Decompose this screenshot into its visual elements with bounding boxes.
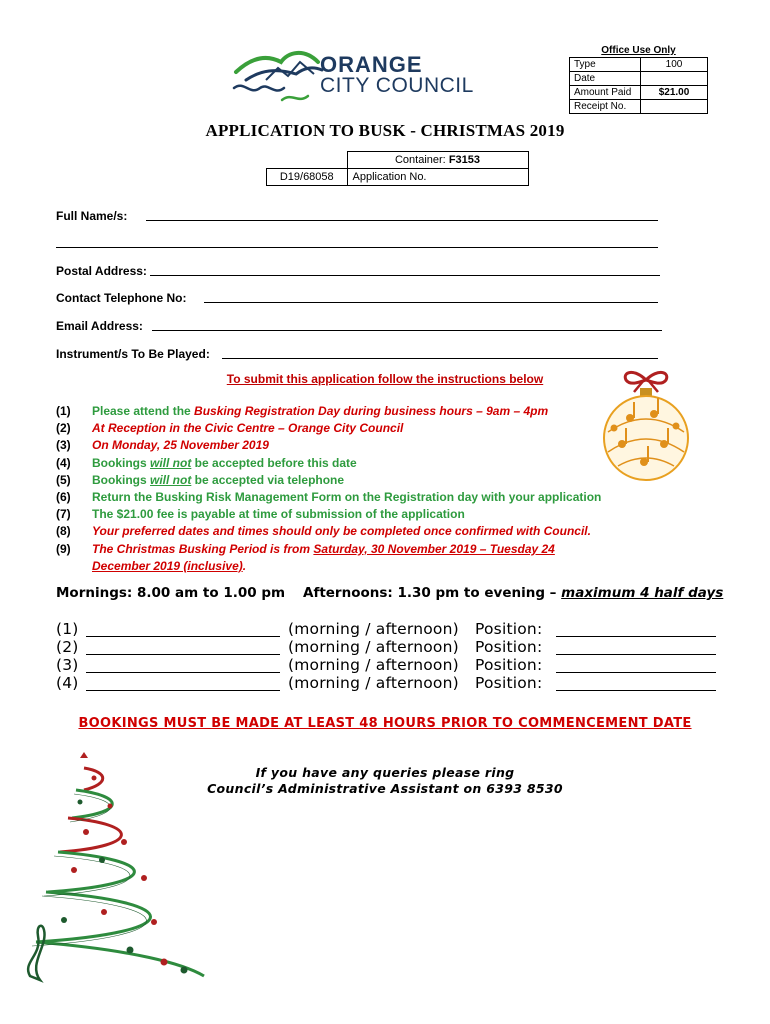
preference-date-2-input[interactable] bbox=[86, 654, 280, 655]
preference-date-3-input[interactable] bbox=[86, 672, 280, 673]
afternoons-text: Afternoons: 1.30 pm to evening – maximum 4 half days bbox=[303, 585, 724, 601]
office-receipt-value bbox=[641, 100, 708, 114]
postal-address-label: Postal Address: bbox=[56, 264, 147, 278]
step-3: (3) On Monday, 25 November 2019 bbox=[56, 438, 269, 453]
position-3-input[interactable] bbox=[556, 672, 716, 673]
preference-date-4-input[interactable] bbox=[86, 690, 280, 691]
email-input[interactable] bbox=[152, 330, 662, 331]
step-1: (1) Please attend the Busking Registration Day during business hours – 9am – 4pm bbox=[56, 404, 549, 418]
container-table bbox=[266, 151, 529, 186]
office-receipt-label: Receipt No. bbox=[570, 100, 641, 114]
instrument-label: Instrument/s To Be Played: bbox=[56, 347, 210, 361]
orange-city-council-logo-icon bbox=[226, 40, 326, 108]
step-4: (4) Bookings will not be accepted before this date bbox=[56, 455, 357, 470]
office-date-label: Date bbox=[570, 72, 641, 86]
position-1-input[interactable] bbox=[556, 636, 716, 637]
office-type-value: 100 bbox=[641, 58, 708, 72]
preference-row-2: (2) bbox=[56, 638, 79, 656]
position-label-1: Position: bbox=[475, 620, 543, 638]
postal-address-input[interactable] bbox=[150, 275, 660, 276]
logo-text-city-council: CITY COUNCIL bbox=[320, 74, 474, 97]
full-name-input-line2[interactable] bbox=[56, 247, 658, 248]
office-amount-label: Amount Paid bbox=[570, 86, 641, 100]
preference-row-1: (1) bbox=[56, 620, 79, 638]
telephone-label: Contact Telephone No: bbox=[56, 291, 187, 305]
preference-slot-2: (morning / afternoon) bbox=[288, 638, 459, 656]
music-christmas-tree-icon bbox=[14, 750, 214, 986]
container-label: Container: bbox=[394, 154, 446, 166]
preference-slot-4: (morning / afternoon) bbox=[288, 674, 459, 692]
preference-slot-1: (morning / afternoon) bbox=[288, 620, 459, 638]
page-title: APPLICATION TO BUSK - CHRISTMAS 2019 bbox=[205, 121, 565, 140]
doc-number: D19/68058 bbox=[267, 169, 348, 186]
application-no-label: Application No. bbox=[347, 169, 528, 186]
position-label-2: Position: bbox=[475, 638, 543, 656]
preference-row-3: (3) bbox=[56, 656, 79, 674]
instrument-input[interactable] bbox=[222, 358, 658, 359]
position-4-input[interactable] bbox=[556, 690, 716, 691]
email-label: Email Address: bbox=[56, 319, 143, 333]
full-name-label: Full Name/s: bbox=[56, 209, 128, 223]
step-9: (9) The Christmas Busking Period is from Saturday, 30 November 2019 – Tuesday 24 December 2019 (inclusive). bbox=[56, 541, 555, 573]
preference-date-1-input[interactable] bbox=[86, 636, 280, 637]
preference-slot-3: (morning / afternoon) bbox=[288, 656, 459, 674]
max-half-days: maximum 4 half days bbox=[561, 585, 724, 601]
container-value: F3153 bbox=[448, 154, 481, 166]
telephone-input[interactable] bbox=[204, 302, 658, 303]
step-8: (8) Your preferred dates and times should only be completed once confirmed with Council. bbox=[56, 524, 591, 539]
position-label-4: Position: bbox=[475, 674, 543, 692]
office-amount-value: $21.00 bbox=[641, 86, 708, 100]
step-7: (7) The $21.00 fee is payable at time of submission of the application bbox=[56, 507, 465, 522]
step-5: (5) Bookings will not be accepted via telephone bbox=[56, 472, 345, 487]
container-cell bbox=[347, 152, 528, 169]
bookings-notice: BOOKINGS MUST BE MADE AT LEAST 48 HOURS PRIOR TO COMMENCEMENT DATE bbox=[78, 716, 692, 731]
query-line-2: Council’s Administrative Assistant on 6393 8530 bbox=[207, 781, 563, 796]
step-6: (6) Return the Busking Risk Management Form on the Registration day with your application bbox=[56, 490, 602, 505]
office-use-header: Office Use Only bbox=[570, 44, 708, 58]
position-2-input[interactable] bbox=[556, 654, 716, 655]
position-label-3: Position: bbox=[475, 656, 543, 674]
office-type-label: Type bbox=[570, 58, 641, 72]
full-name-input[interactable] bbox=[146, 220, 658, 221]
mornings-text: Mornings: 8.00 am to 1.00 pm bbox=[56, 585, 286, 601]
step-2: (2) At Reception in the Civic Centre – Orange City Council bbox=[56, 421, 404, 436]
office-date-value bbox=[641, 72, 708, 86]
instructions-heading: To submit this application follow the instructions below bbox=[226, 372, 544, 386]
preference-row-4: (4) bbox=[56, 674, 79, 692]
office-use-table bbox=[569, 44, 708, 114]
query-line-1: If you have any queries please ring bbox=[255, 765, 515, 780]
instruction-steps bbox=[56, 403, 616, 575]
logo-text-orange: ORANGE bbox=[320, 52, 423, 77]
